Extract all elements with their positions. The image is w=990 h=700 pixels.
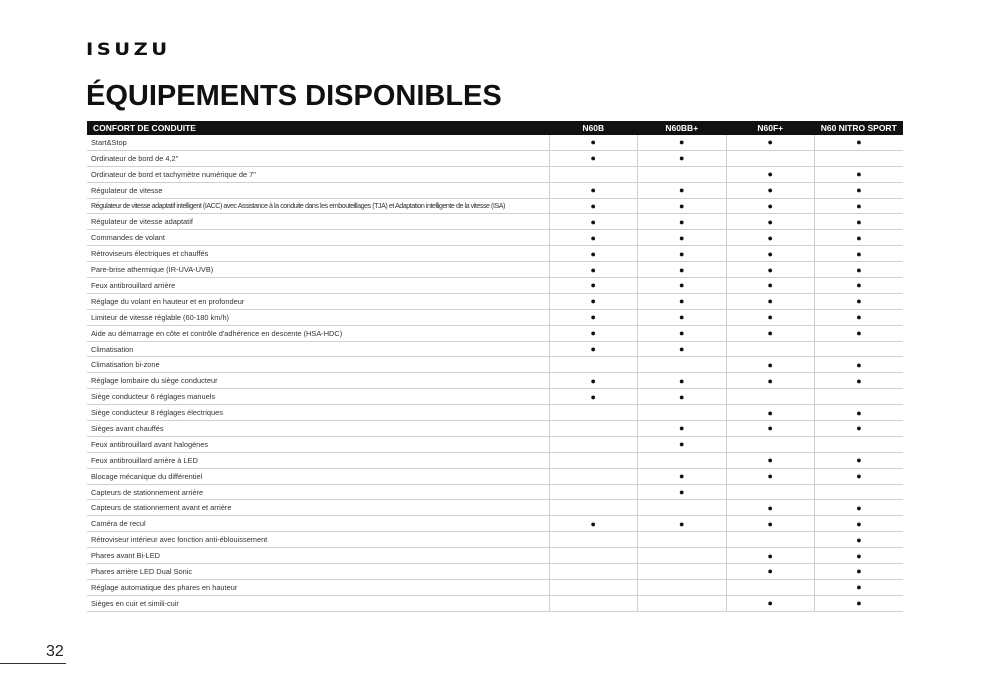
availability-dot: ●	[549, 182, 638, 198]
equipment-label: Limiteur de vitesse réglable (60-180 km/h)	[87, 309, 549, 325]
availability-dot: ●	[726, 230, 815, 246]
availability-dot: ●	[638, 468, 727, 484]
equipment-label: Feux antibrouillard avant halogènes	[87, 436, 549, 452]
equipment-table-body	[87, 135, 903, 611]
table-row	[87, 198, 903, 214]
availability-empty	[815, 436, 904, 452]
equipment-label: Régulateur de vitesse adaptatif intelligent (IACC) avec Assistance à la conduite dans les embouteillages (TJA) et Adaptation intelligente de la vitesse (ISA)	[87, 198, 549, 214]
availability-dot: ●	[726, 373, 815, 389]
availability-dot: ●	[726, 246, 815, 262]
availability-dot: ●	[549, 230, 638, 246]
availability-dot: ●	[815, 579, 904, 595]
table-row	[87, 293, 903, 309]
table-row	[87, 357, 903, 373]
table-row	[87, 309, 903, 325]
availability-dot: ●	[815, 357, 904, 373]
availability-empty	[549, 579, 638, 595]
table-row	[87, 373, 903, 389]
availability-dot: ●	[726, 198, 815, 214]
availability-empty	[549, 468, 638, 484]
availability-dot: ●	[726, 262, 815, 278]
availability-dot: ●	[549, 325, 638, 341]
table-row	[87, 214, 903, 230]
availability-dot: ●	[815, 135, 904, 150]
table-row	[87, 468, 903, 484]
equipment-label: Pare-brise athermique (IR-UVA-UVB)	[87, 262, 549, 278]
equipment-label: Régulateur de vitesse	[87, 182, 549, 198]
table-row	[87, 405, 903, 421]
equipment-label: Régulateur de vitesse adaptatif	[87, 214, 549, 230]
availability-dot: ●	[726, 278, 815, 294]
table-row	[87, 246, 903, 262]
column-header-n60-nitro-sport: N60 NITRO SPORT	[815, 121, 904, 135]
availability-empty	[638, 579, 727, 595]
table-row	[87, 135, 903, 150]
table-row	[87, 548, 903, 564]
equipment-label: Sièges avant chauffés	[87, 421, 549, 437]
equipment-label: Phares avant Bi-LED	[87, 548, 549, 564]
equipment-label: Capteurs de stationnement avant et arrière	[87, 500, 549, 516]
page-title: ÉQUIPEMENTS DISPONIBLES	[86, 80, 502, 112]
availability-empty	[726, 436, 815, 452]
availability-empty	[726, 532, 815, 548]
availability-empty	[549, 484, 638, 500]
table-row	[87, 278, 903, 294]
equipment-label: Phares arrière LED Dual Sonic	[87, 564, 549, 580]
availability-dot: ●	[815, 246, 904, 262]
availability-empty	[638, 452, 727, 468]
equipment-label: Réglage du volant en hauteur et en profondeur	[87, 293, 549, 309]
equipment-label: Commandes de volant	[87, 230, 549, 246]
availability-empty	[815, 341, 904, 357]
availability-dot: ●	[815, 373, 904, 389]
availability-empty	[638, 532, 727, 548]
availability-empty	[726, 484, 815, 500]
table-row	[87, 166, 903, 182]
equipment-label: Aide au démarrage en côte et contrôle d'adhérence en descente (HSA-HDC)	[87, 325, 549, 341]
availability-dot: ●	[638, 516, 727, 532]
availability-empty	[549, 357, 638, 373]
availability-dot: ●	[726, 166, 815, 182]
availability-dot: ●	[638, 182, 727, 198]
availability-dot: ●	[815, 262, 904, 278]
availability-empty	[549, 452, 638, 468]
equipment-table	[87, 121, 903, 612]
availability-dot: ●	[638, 373, 727, 389]
availability-dot: ●	[549, 341, 638, 357]
availability-dot: ●	[815, 532, 904, 548]
availability-dot: ●	[815, 452, 904, 468]
table-row	[87, 452, 903, 468]
column-header-n60b: N60B	[549, 121, 638, 135]
equipment-label: Start&Stop	[87, 135, 549, 150]
availability-dot: ●	[549, 135, 638, 150]
equipment-label: Rétroviseurs électriques et chauffés	[87, 246, 549, 262]
table-row	[87, 150, 903, 166]
availability-dot: ●	[638, 198, 727, 214]
availability-dot: ●	[638, 309, 727, 325]
table-row	[87, 579, 903, 595]
availability-dot: ●	[726, 468, 815, 484]
equipment-label: Réglage automatique des phares en hauteur	[87, 579, 549, 595]
availability-dot: ●	[726, 500, 815, 516]
table-row	[87, 421, 903, 437]
availability-dot: ●	[549, 150, 638, 166]
availability-dot: ●	[726, 452, 815, 468]
column-header-n60f-plus: N60F+	[726, 121, 815, 135]
table-row	[87, 564, 903, 580]
availability-dot: ●	[726, 357, 815, 373]
availability-dot: ●	[549, 278, 638, 294]
equipment-label: Siège conducteur 6 réglages manuels	[87, 389, 549, 405]
availability-dot: ●	[815, 421, 904, 437]
availability-dot: ●	[549, 373, 638, 389]
availability-empty	[726, 341, 815, 357]
availability-empty	[638, 564, 727, 580]
availability-empty	[549, 532, 638, 548]
table-row	[87, 484, 903, 500]
availability-dot: ●	[549, 214, 638, 230]
availability-dot: ●	[638, 246, 727, 262]
table-row	[87, 436, 903, 452]
table-row	[87, 500, 903, 516]
availability-empty	[726, 579, 815, 595]
availability-dot: ●	[815, 182, 904, 198]
availability-empty	[726, 389, 815, 405]
availability-dot: ●	[815, 564, 904, 580]
equipment-label: Rétroviseur intérieur avec fonction anti-éblouissement	[87, 532, 549, 548]
availability-dot: ●	[549, 516, 638, 532]
availability-dot: ●	[726, 325, 815, 341]
availability-empty	[549, 405, 638, 421]
availability-dot: ●	[549, 262, 638, 278]
availability-dot: ●	[726, 214, 815, 230]
equipment-label: Caméra de recul	[87, 516, 549, 532]
equipment-label: Sièges en cuir et simili-cuir	[87, 595, 549, 611]
availability-dot: ●	[726, 182, 815, 198]
availability-dot: ●	[638, 278, 727, 294]
availability-dot: ●	[815, 548, 904, 564]
table-header-row	[87, 121, 903, 135]
availability-empty	[638, 595, 727, 611]
equipment-label: Ordinateur de bord et tachymètre numérique de 7"	[87, 166, 549, 182]
availability-dot: ●	[549, 389, 638, 405]
table-row	[87, 532, 903, 548]
availability-dot: ●	[638, 325, 727, 341]
availability-dot: ●	[638, 230, 727, 246]
availability-dot: ●	[726, 548, 815, 564]
availability-dot: ●	[726, 421, 815, 437]
availability-dot: ●	[726, 564, 815, 580]
equipment-label: Climatisation bi-zone	[87, 357, 549, 373]
page-number: 32	[46, 643, 64, 660]
section-header: CONFORT DE CONDUITE	[87, 121, 549, 135]
table-row	[87, 389, 903, 405]
availability-dot: ●	[638, 341, 727, 357]
equipment-label: Feux antibrouillard arrière à LED	[87, 452, 549, 468]
availability-dot: ●	[815, 309, 904, 325]
availability-dot: ●	[815, 325, 904, 341]
page-number-rule	[0, 663, 66, 664]
availability-dot: ●	[815, 214, 904, 230]
availability-dot: ●	[815, 500, 904, 516]
table-row	[87, 341, 903, 357]
availability-dot: ●	[638, 135, 727, 150]
availability-dot: ●	[815, 468, 904, 484]
availability-empty	[549, 564, 638, 580]
availability-empty	[549, 166, 638, 182]
availability-dot: ●	[815, 230, 904, 246]
availability-empty	[549, 500, 638, 516]
table-row	[87, 230, 903, 246]
availability-empty	[638, 405, 727, 421]
availability-dot: ●	[549, 246, 638, 262]
availability-empty	[638, 357, 727, 373]
availability-dot: ●	[726, 405, 815, 421]
availability-dot: ●	[638, 262, 727, 278]
availability-empty	[549, 436, 638, 452]
table-row	[87, 516, 903, 532]
availability-empty	[726, 150, 815, 166]
availability-dot: ●	[726, 309, 815, 325]
availability-dot: ●	[815, 516, 904, 532]
column-header-n60bb-plus: N60BB+	[638, 121, 727, 135]
availability-empty	[638, 548, 727, 564]
availability-dot: ●	[549, 293, 638, 309]
availability-dot: ●	[815, 293, 904, 309]
equipment-label: Ordinateur de bord de 4,2"	[87, 150, 549, 166]
table-row	[87, 182, 903, 198]
availability-empty	[549, 595, 638, 611]
availability-dot: ●	[638, 150, 727, 166]
table-row	[87, 595, 903, 611]
availability-dot: ●	[726, 516, 815, 532]
isuzu-logo: ISUZU	[86, 40, 171, 60]
availability-dot: ●	[726, 293, 815, 309]
availability-dot: ●	[815, 198, 904, 214]
availability-dot: ●	[726, 595, 815, 611]
equipment-label: Blocage mécanique du différentiel	[87, 468, 549, 484]
equipment-label: Siège conducteur 8 réglages électriques	[87, 405, 549, 421]
availability-dot: ●	[815, 278, 904, 294]
availability-empty	[549, 421, 638, 437]
availability-dot: ●	[815, 595, 904, 611]
availability-dot: ●	[638, 293, 727, 309]
availability-empty	[549, 548, 638, 564]
table-row	[87, 262, 903, 278]
availability-dot: ●	[638, 484, 727, 500]
equipment-label: Réglage lombaire du siège conducteur	[87, 373, 549, 389]
availability-dot: ●	[815, 166, 904, 182]
availability-empty	[638, 500, 727, 516]
availability-dot: ●	[726, 135, 815, 150]
equipment-label: Climatisation	[87, 341, 549, 357]
availability-empty	[815, 389, 904, 405]
equipment-label: Feux antibrouillard arrière	[87, 278, 549, 294]
availability-empty	[638, 166, 727, 182]
table-row	[87, 325, 903, 341]
availability-dot: ●	[549, 198, 638, 214]
availability-empty	[815, 150, 904, 166]
availability-dot: ●	[815, 405, 904, 421]
availability-dot: ●	[638, 389, 727, 405]
availability-dot: ●	[638, 436, 727, 452]
equipment-label: Capteurs de stationnement arrière	[87, 484, 549, 500]
availability-dot: ●	[549, 309, 638, 325]
availability-empty	[815, 484, 904, 500]
availability-dot: ●	[638, 421, 727, 437]
availability-dot: ●	[638, 214, 727, 230]
